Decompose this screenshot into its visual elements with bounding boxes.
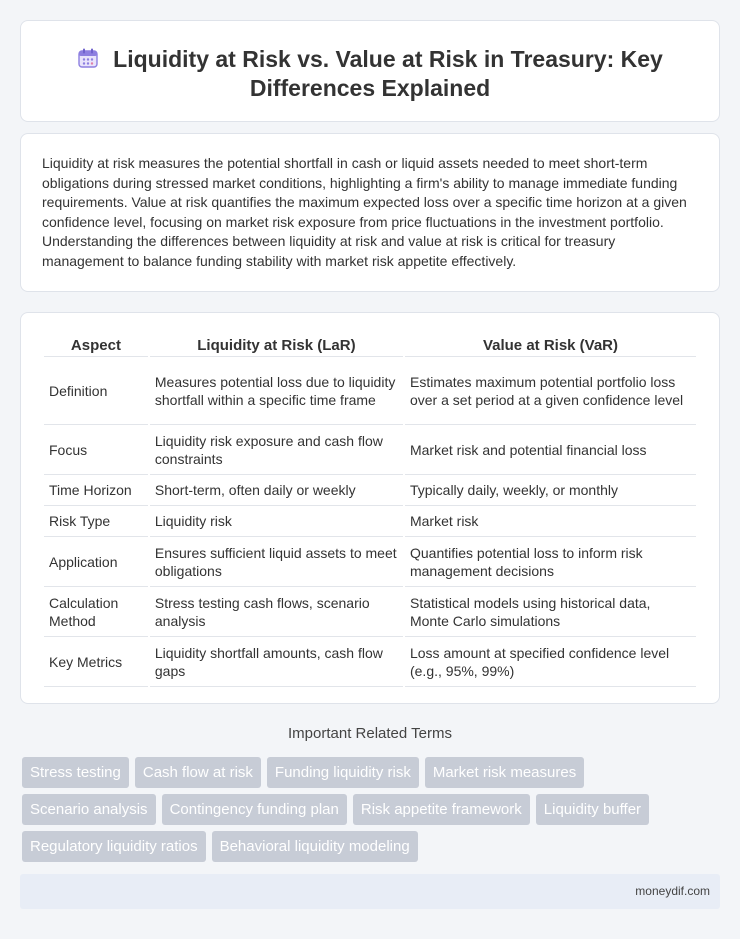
- column-header-aspect: Aspect: [44, 335, 148, 357]
- intro-card: [20, 133, 720, 292]
- table-cell: Loss amount at specified confidence level (e.g., 95%, 99%): [405, 639, 696, 687]
- table-cell: Estimates maximum potential portfolio loss over a set period at a given confidence level: [405, 359, 696, 425]
- column-header-var: Value at Risk (VaR): [405, 335, 696, 357]
- table-row: [44, 539, 696, 587]
- table-row: [44, 508, 696, 537]
- related-terms-list: [22, 757, 702, 862]
- related-term-tag[interactable]: Scenario analysis: [22, 794, 156, 825]
- table-cell: Definition: [44, 359, 148, 425]
- page-title: [61, 45, 679, 103]
- table-cell: Liquidity shortfall amounts, cash flow gaps: [150, 639, 403, 687]
- related-term-tag[interactable]: Cash flow at risk: [135, 757, 261, 788]
- table-cell: Risk Type: [44, 508, 148, 537]
- footer-bar: [20, 874, 720, 909]
- table-cell: Stress testing cash flows, scenario analysis: [150, 589, 403, 637]
- table-cell: Quantifies potential loss to inform risk management decisions: [405, 539, 696, 587]
- calendar-icon: [77, 47, 99, 69]
- table-header-row: [44, 335, 696, 357]
- table-cell: Liquidity risk: [150, 508, 403, 537]
- table-cell: Market risk: [405, 508, 696, 537]
- intro-paragraph: Liquidity at risk measures the potential shortfall in cash or liquid assets needed to meet short-term obligations during stressed market conditions, highlighting a firm's ability to manage immediate funding requirements. Value at risk quantifies the maximum expected loss over a specific time horizon at a given confidence level, focusing on market risk exposure from price fluctuations in the investment portfolio. Understanding the differences between liquidity at risk and value at risk is critical for treasury management to balance funding stability with market risk appetite effectively.: [42, 155, 687, 269]
- table-cell: Measures potential loss due to liquidity shortfall within a specific time frame: [150, 359, 403, 425]
- table-cell: Typically daily, weekly, or monthly: [405, 477, 696, 506]
- footer-source: moneydif.com: [635, 884, 710, 898]
- table-cell: Key Metrics: [44, 639, 148, 687]
- related-term-tag[interactable]: Risk appetite framework: [353, 794, 530, 825]
- related-term-tag[interactable]: Contingency funding plan: [162, 794, 347, 825]
- table-row: [44, 639, 696, 687]
- table-cell: Time Horizon: [44, 477, 148, 506]
- column-header-lar: Liquidity at Risk (LaR): [150, 335, 403, 357]
- table-cell: Ensures sufficient liquid assets to meet obligations: [150, 539, 403, 587]
- table-row: [44, 359, 696, 425]
- table-cell: Market risk and potential financial loss: [405, 427, 696, 475]
- comparison-table-card: [20, 312, 720, 704]
- table-cell: Focus: [44, 427, 148, 475]
- page-title-text: Liquidity at Risk vs. Value at Risk in Treasury: Key Differences Explained: [113, 46, 663, 101]
- table-cell: Application: [44, 539, 148, 587]
- title-card: [20, 20, 720, 122]
- table-row: [44, 477, 696, 506]
- table-row: [44, 427, 696, 475]
- related-term-tag[interactable]: Funding liquidity risk: [267, 757, 419, 788]
- related-term-tag[interactable]: Market risk measures: [425, 757, 584, 788]
- related-term-tag[interactable]: Behavioral liquidity modeling: [212, 831, 418, 862]
- table-cell: Statistical models using historical data, Monte Carlo simulations: [405, 589, 696, 637]
- table-cell: Short-term, often daily or weekly: [150, 477, 403, 506]
- table-cell: Liquidity risk exposure and cash flow constraints: [150, 427, 403, 475]
- related-term-tag[interactable]: Liquidity buffer: [536, 794, 649, 825]
- comparison-table: [42, 333, 698, 689]
- related-terms-heading: Important Related Terms: [288, 725, 452, 742]
- related-term-tag[interactable]: Stress testing: [22, 757, 129, 788]
- table-cell: Calculation Method: [44, 589, 148, 637]
- related-term-tag[interactable]: Regulatory liquidity ratios: [22, 831, 206, 862]
- table-row: [44, 589, 696, 637]
